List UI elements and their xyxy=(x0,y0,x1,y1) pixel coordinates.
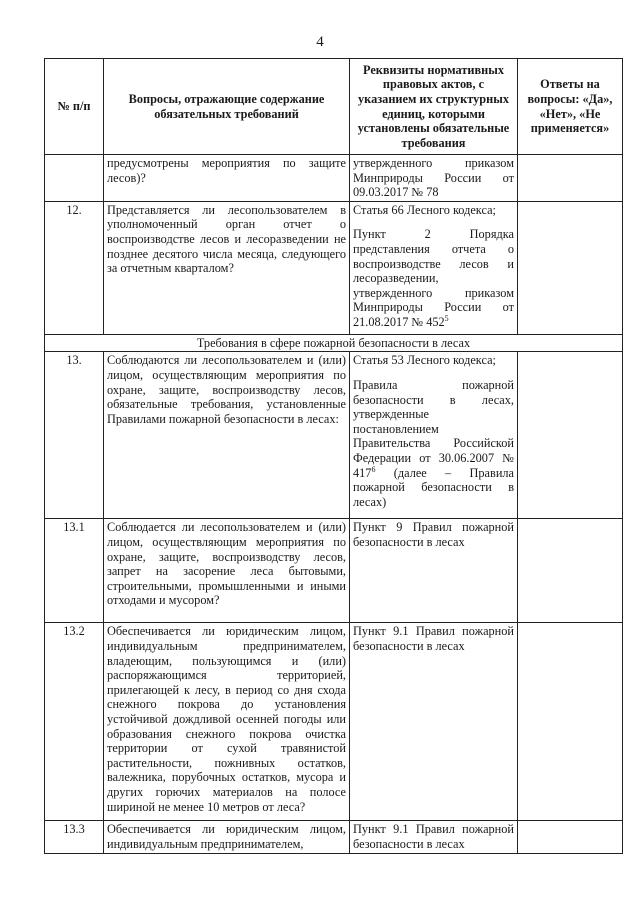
row-num-cell: 13.2 xyxy=(45,623,104,821)
table-row xyxy=(45,155,623,202)
requisite-item xyxy=(353,227,514,329)
answer-cell[interactable] xyxy=(518,352,623,519)
table-row xyxy=(45,201,623,334)
row-num-cell: 13.3 xyxy=(45,821,104,853)
header-requisites: Реквизиты нормативных правовых актов, с указанием их структурных единиц, которыми установлены обязательные требования xyxy=(350,59,518,155)
requisite-article: Статья 66 Лесного кодекса; xyxy=(353,202,496,217)
row-num-cell: 13.1 xyxy=(45,519,104,623)
requisites-cell: Пункт 9 Правил пожарной безопасности в лесах xyxy=(350,519,518,623)
answer-cell[interactable] xyxy=(518,519,623,623)
question-cell: Соблюдается ли лесопользователем и (или) лицом, осуществляющим мероприятия по охране, защите, воспроизводству лесов, запрет на засорение леса бытовыми, строительными, промышленными и иными отходами и мусором? xyxy=(104,519,350,623)
table-row xyxy=(45,821,623,853)
row-num-cell xyxy=(45,155,104,202)
header-num: № п/п xyxy=(45,59,104,155)
question-cell: Обеспечивается ли юридическим лицом, индивидуальным предпринимателем, xyxy=(104,821,350,853)
question-cell: Обеспечивается ли юридическим лицом, индивидуальным предпринимателем, владеющим, пользующимся и (или) распоряжающимся территорией, прилегающей к лесу, в период со дня схода снежного покрова до установления устойчивой дождливой осенней погоды или образования снежного покрова очистка территории от сухой травянистой растительности, пожнивных остатков, валежника, порубочных остатков, мусора и других горючих материалов на полосе шириной не менее 10 метров от леса? xyxy=(104,623,350,821)
requisites-cell: Пункт 9.1 Правил пожарной безопасности в лесах xyxy=(350,623,518,821)
table-row xyxy=(45,519,623,623)
question-cell: Представляется ли лесопользователем в уполномоченный орган отчет о воспроизводстве лесов и лесоразведении не позднее десятого числа месяца, следующего за отчетным кварталом? xyxy=(104,201,350,334)
requisite-item xyxy=(353,378,514,509)
answer-cell[interactable] xyxy=(518,155,623,202)
requisites-cell: утвержденного приказом Минприроды России от 09.03.2017 № 78 xyxy=(350,155,518,202)
requisite-text: Пункт 2 Порядка представления отчета о воспроизводстве лесов и лесоразведении, утвержденного приказом Минприроды России от 21.08.2017 № 452 xyxy=(353,227,514,329)
requisites-cell xyxy=(350,201,518,334)
page-number: 4 xyxy=(316,34,324,50)
question-cell: предусмотрены мероприятия по защите лесов)? xyxy=(104,155,350,202)
header-answers: Ответы на вопросы: «Да», «Нет», «Не применяется» xyxy=(518,59,623,155)
answer-cell[interactable] xyxy=(518,821,623,853)
answer-cell[interactable] xyxy=(518,623,623,821)
section-title: Требования в сфере пожарной безопасности в лесах xyxy=(45,334,623,352)
answer-cell[interactable] xyxy=(518,201,623,334)
header-question: Вопросы, отражающие содержание обязательных требований xyxy=(104,59,350,155)
section-row xyxy=(45,334,623,352)
requisites-cell xyxy=(350,352,518,519)
requisites-cell: Пункт 9.1 Правил пожарной безопасности в лесах xyxy=(350,821,518,853)
footnote-mark: 6 xyxy=(371,464,376,474)
row-num-cell: 13. xyxy=(45,352,104,519)
requisite-text-tail: (далее – Правила пожарной безопасности в лесах) xyxy=(353,465,514,509)
requisite-article: Статья 53 Лесного кодекса; xyxy=(353,353,496,368)
table-row xyxy=(45,352,623,519)
table-header-row xyxy=(45,59,623,155)
requirements-table xyxy=(44,58,623,854)
question-cell: Соблюдаются ли лесопользователем и (или) лицом, осуществляющим мероприятия по охране, защите, воспроизводству лесов, обязательные требования, установленные Правилами пожарной безопасности в лесах: xyxy=(104,352,350,519)
table-row xyxy=(45,623,623,821)
requisite-text: Правила пожарной безопасности в лесах, утвержденные постановлением Правительства Российской Федерации от 30.06.2007 № 417 xyxy=(353,377,514,480)
row-num-cell: 12. xyxy=(45,201,104,334)
footnote-mark: 5 xyxy=(444,313,449,323)
